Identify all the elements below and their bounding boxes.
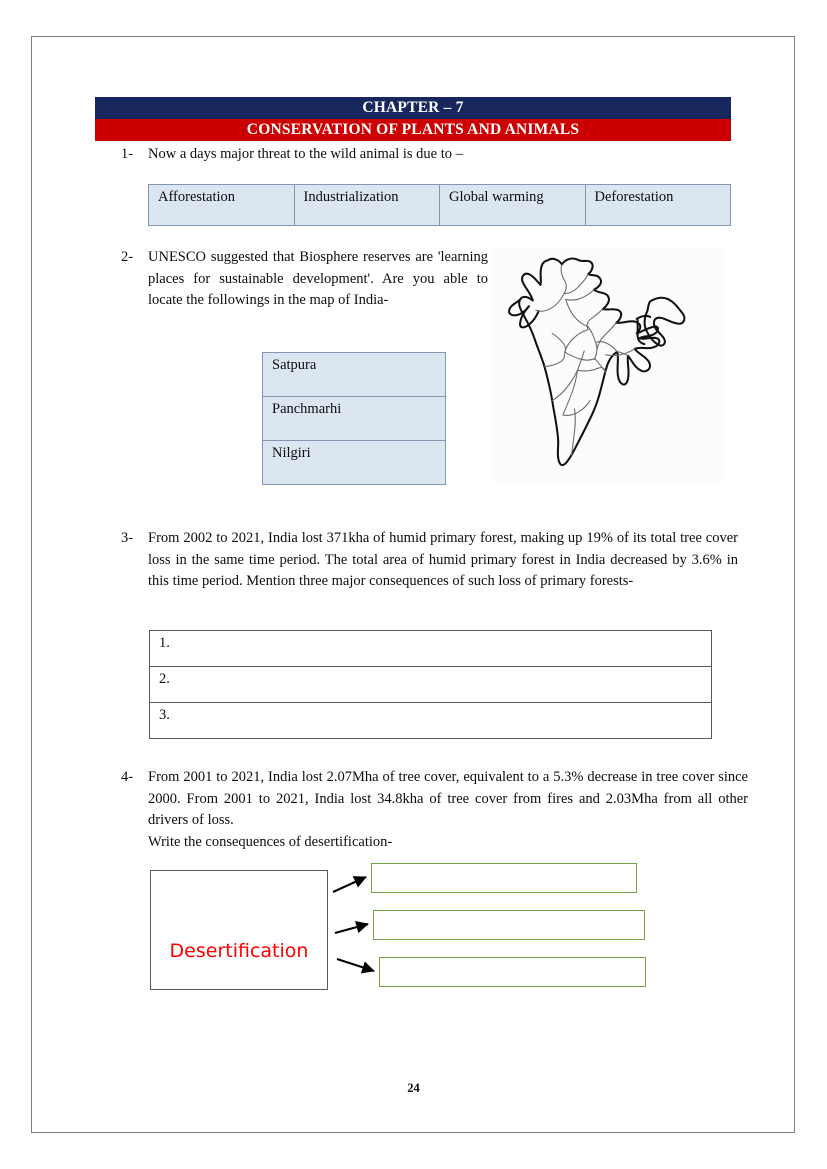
question-1-number: 1-	[121, 146, 134, 162]
biosphere-reserves-table	[262, 352, 446, 485]
desertification-diagram	[140, 850, 670, 1000]
answer-lines-table	[149, 630, 712, 739]
question-2	[118, 247, 488, 312]
question-2-text: UNESCO suggested that Biosphere reserves are 'learning places for sustainable development'. Are you able to locate the followings in the map of India-	[148, 249, 488, 308]
consequence-box-2[interactable]	[373, 910, 645, 940]
question-3-text: From 2002 to 2021, India lost 371kha of humid primary forest, making up 19% of its total tree cover loss in the same time period. The total area of humid primary forest in India decreased by 3.6% in this time period. Mention three major consequences of such loss of primary forests-	[148, 530, 738, 589]
reserve-panchmarhi[interactable]: Panchmarhi	[263, 397, 446, 441]
desertification-label: Desertification	[169, 940, 309, 962]
table-row	[150, 667, 712, 703]
answer-row-3[interactable]: 3.	[150, 703, 712, 739]
table-row	[263, 441, 446, 485]
arrow-3-icon	[337, 959, 374, 971]
arrow-2-icon	[335, 924, 368, 933]
page-number: 24	[407, 1081, 420, 1095]
question-1	[118, 144, 738, 166]
table-row	[150, 703, 712, 739]
question-3	[118, 528, 738, 593]
consequence-box-3[interactable]	[379, 957, 646, 987]
threat-options-table	[148, 184, 731, 226]
table-row	[149, 185, 731, 226]
threat-option-afforestation[interactable]: Afforestation	[149, 185, 295, 226]
reserve-nilgiri[interactable]: Nilgiri	[263, 441, 446, 485]
question-4-text: From 2001 to 2021, India lost 2.07Mha of tree cover, equivalent to a 5.3% decrease in tree cover since 2000. From 2001 to 2021, India lost 34.8kha of tree cover from fires and 2.03Mha from all other drivers of loss.	[148, 769, 748, 828]
question-2-number: 2-	[121, 249, 134, 265]
chapter-title-banner: CONSERVATION OF PLANTS AND ANIMALS	[95, 119, 731, 141]
question-3-number: 3-	[121, 530, 134, 546]
table-row	[263, 353, 446, 397]
answer-row-2[interactable]: 2.	[150, 667, 712, 703]
table-row	[150, 631, 712, 667]
reserve-satpura[interactable]: Satpura	[263, 353, 446, 397]
table-row	[263, 397, 446, 441]
question-4-text-line2: Write the consequences of desertification-	[148, 833, 393, 850]
arrow-1-icon	[333, 877, 366, 892]
chapter-banner: CHAPTER – 7	[95, 97, 731, 119]
question-4-number: 4-	[121, 769, 134, 785]
question-1-text: Now a days major threat to the wild animal is due to –	[148, 146, 463, 162]
answer-row-1[interactable]: 1.	[150, 631, 712, 667]
threat-option-global-warming[interactable]: Global warming	[440, 185, 586, 226]
threat-option-deforestation[interactable]: Deforestation	[585, 185, 731, 226]
map-of-india-image	[492, 247, 725, 482]
consequence-box-1[interactable]	[371, 863, 637, 893]
question-4	[118, 767, 748, 853]
threat-option-industrialization[interactable]: Industrialization	[294, 185, 440, 226]
desertification-box	[150, 870, 328, 990]
